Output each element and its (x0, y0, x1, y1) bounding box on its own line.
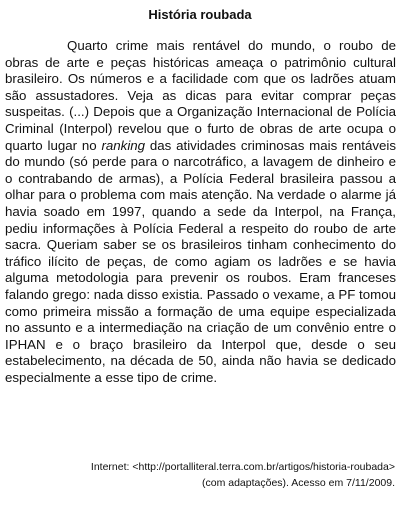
source-url-line: Internet: <http://portalliteral.terra.com.br/artigos/historia-roubada> (90, 461, 395, 473)
paragraph-emphasis: ranking (101, 137, 146, 153)
body-paragraph (5, 38, 396, 386)
paragraph-text-part2: das atividades criminosas mais rentáveis do mundo (só perde para o narcotráfico, a lavagem de dinheiro e o contrabando de armas), a Polícia Federal brasileira passou a olhar para o problema com mais atenção. Na verdade o alarme já havia soado em 1997, quando a sede da Interpol, na França, pediu informações à Polícia Federal a respeito do roubo de arte sacra. Queriam saber se os brasileiros tinham conhecimento do tráfico ilícito de peças, de como agiam os ladrões e se havia alguma metodologia para prevenir os roubos. Eram franceses falando grego: nada disso existia. Passado o vexame, a PF tomou como primeira missão a formação de uma equipe especializada no assunto e a intermediação na criação de um convênio entre o IPHAN e o braço brasileiro da Interpol que, desde o seu estabelecimento, na década de 50, ainda não havia se dedicado especialmente a esse tipo de crime. (5, 137, 397, 385)
source-access-line: (com adaptações). Acesso em 7/11/2009. (202, 477, 395, 489)
document-title: História roubada (148, 7, 252, 22)
source-citation (0, 459, 395, 491)
paragraph-text-part1: Quarto crime mais rentável do mundo, o roubo de obras de arte e peças históricas ameaça o patrimônio cultural brasileiro. Os números e a facilidade com que os ladrões atuam são assustadores. Veja as dicas para evitar comprar peças suspeitas. (...) Depois que a Organização Internacional de Polícia Criminal (Interpol) revelou que o furto de obras de arte ocupa o quarto lugar no (5, 38, 396, 153)
